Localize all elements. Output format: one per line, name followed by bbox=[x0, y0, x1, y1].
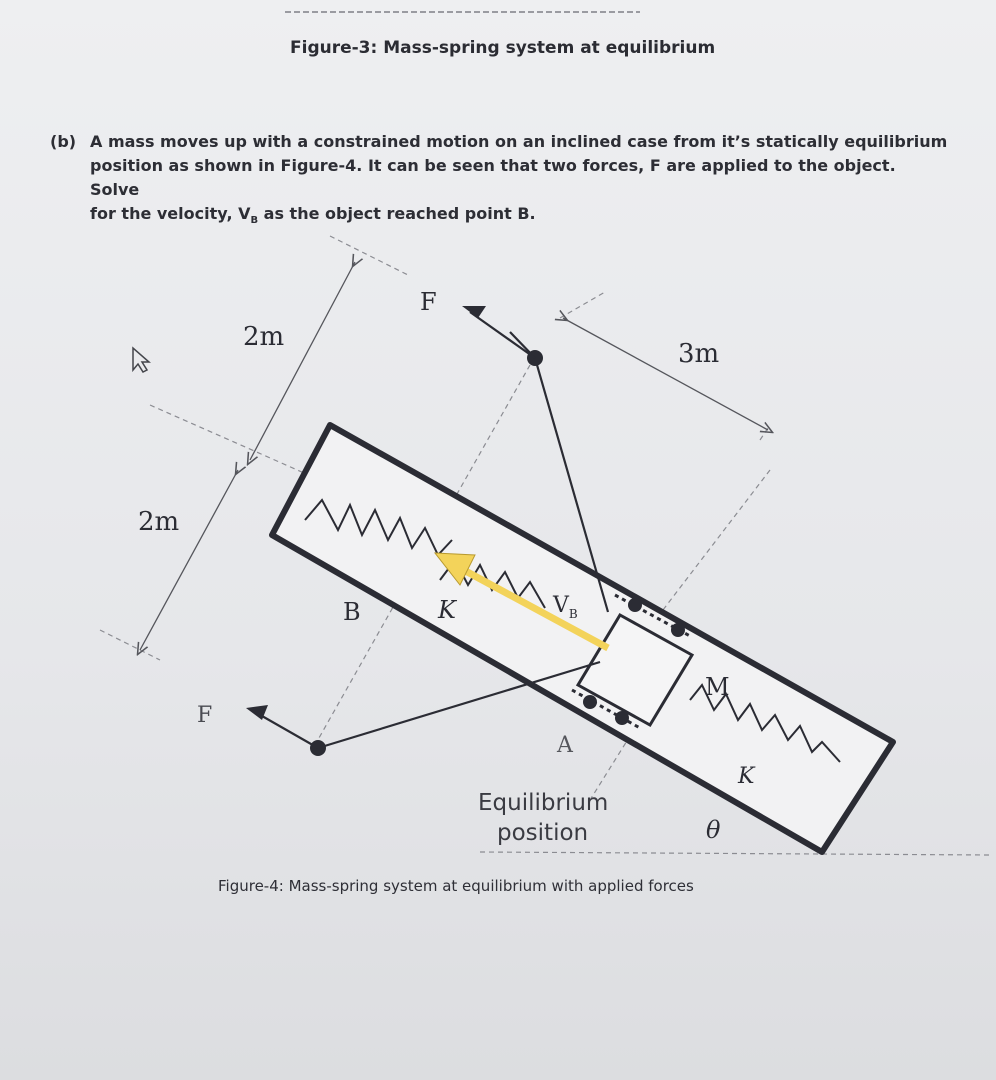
equilibrium-label-line1: Equilibrium bbox=[478, 790, 609, 816]
dimension-top-left-label: 2m bbox=[243, 322, 285, 352]
question-number: (b) bbox=[50, 132, 77, 151]
roller-bottom-2 bbox=[615, 711, 629, 725]
top-force-arrowhead bbox=[462, 306, 486, 318]
angle-label: θ bbox=[706, 816, 721, 844]
point-a-label: A bbox=[557, 733, 573, 758]
dimension-left-line bbox=[140, 470, 238, 650]
roller-top-1 bbox=[628, 598, 642, 612]
cursor-icon bbox=[133, 348, 149, 372]
question-line-3: for the velocity, $V_B$ as the object reached point B. bbox=[90, 204, 536, 227]
roller-bottom-1 bbox=[583, 695, 597, 709]
velocity-label: $V_B$ bbox=[553, 593, 578, 621]
question-line-2: position as shown in Figure-4. It can be seen that two forces, F are applied to the object. Solve bbox=[90, 156, 896, 199]
force-left-label: F bbox=[197, 703, 213, 728]
mass-label: M bbox=[705, 673, 730, 701]
dimension-top-right-line bbox=[563, 318, 768, 430]
force-top-label: F bbox=[420, 288, 437, 316]
question-line-1: (b) A mass moves up with a constrained motion on an inclined case from it’s statically equilibrium bbox=[50, 130, 950, 154]
figure-4-caption: Figure-4: Mass-spring system at equilibrium with applied forces bbox=[218, 877, 694, 895]
point-b-label: B bbox=[343, 598, 361, 626]
dimension-top-right-label: 3m bbox=[678, 339, 720, 369]
roller-top-2 bbox=[671, 623, 685, 637]
figure-3-caption: Figure-3: Mass-spring system at equilibrium bbox=[290, 38, 716, 58]
dimension-left-label: 2m bbox=[138, 507, 180, 537]
spring-right-label: K bbox=[738, 764, 755, 789]
equilibrium-label-line2: position bbox=[497, 820, 589, 846]
inclined-case bbox=[272, 425, 893, 852]
spring-left-label: K bbox=[438, 596, 456, 624]
